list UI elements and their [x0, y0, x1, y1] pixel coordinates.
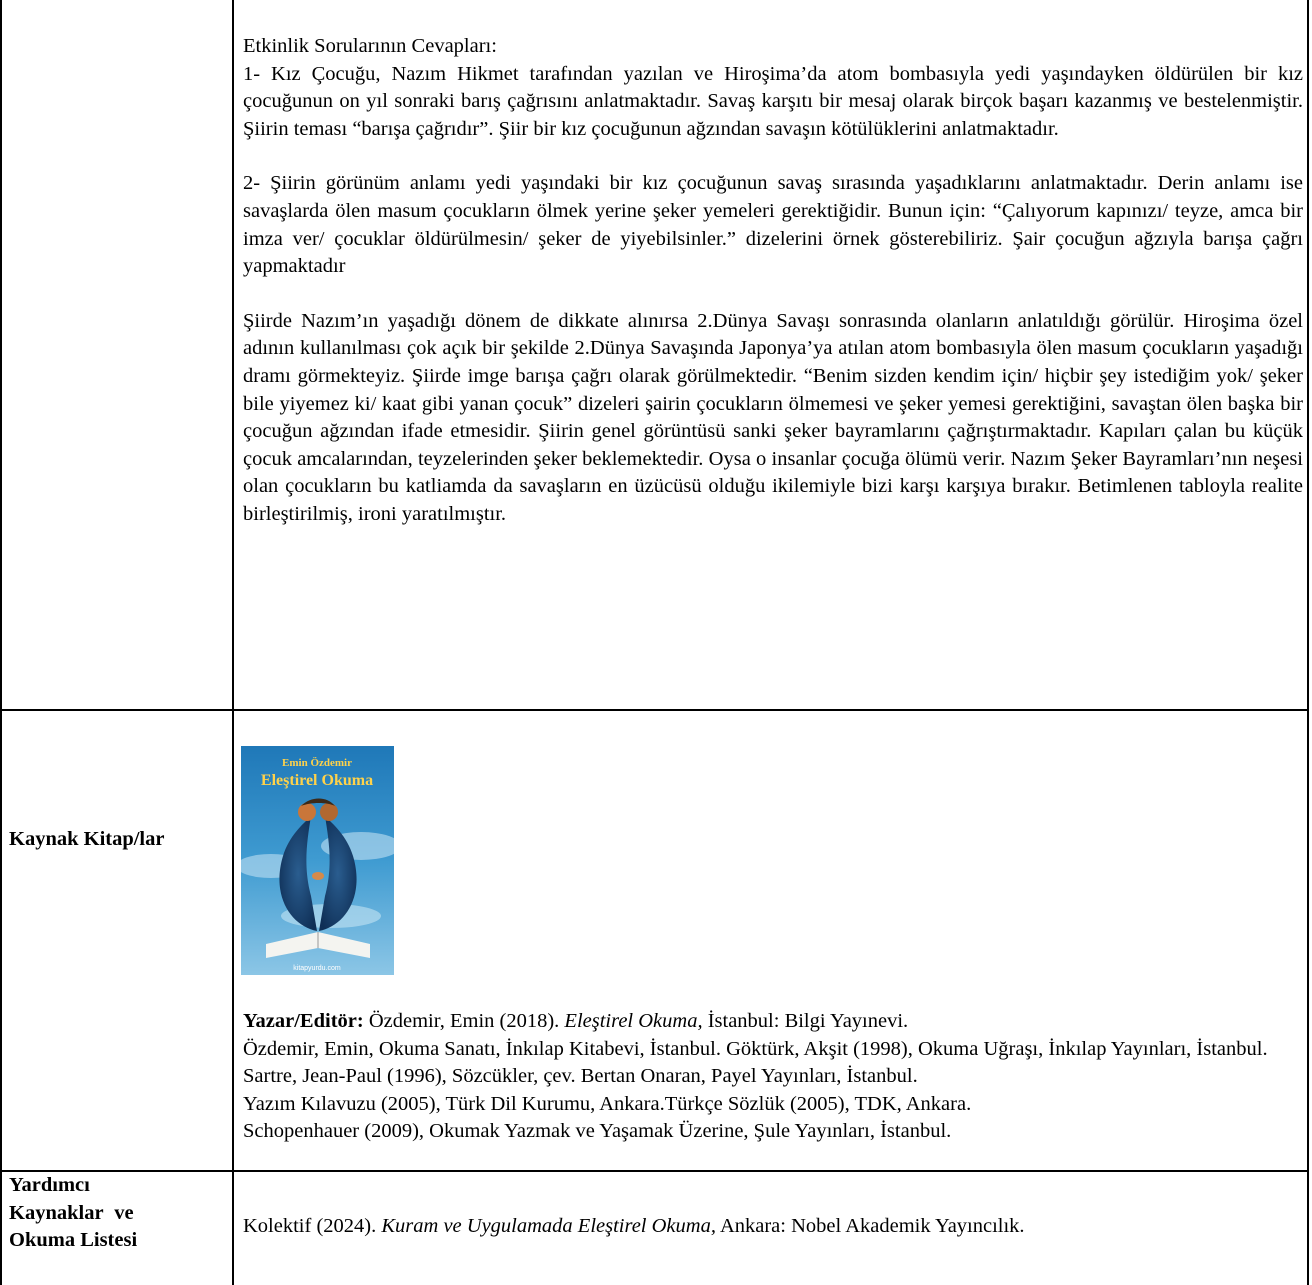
answer-paragraph-2: 2- Şiirin görünüm anlamı yedi yaşındaki bir kız çocuğunun savaş sırasında yaşadıklarını anlatmaktadır. Derin anlamı ise savaşlarda ölen masum çocukların ölmek yerine şeker yemeleri gerektiğidir. Bunun için: “Çalıyorum kapınızı/ teyze, amca bir imza ver/ çocuklar öldürülmesin/ şeker de yiyebilsinler.” dizelerini örnek gösterebiliriz. Şair çocuğun ağzıyla barışa çağrı yapmaktadır [243, 172, 1303, 278]
reference-primary-title: Eleştirel Okuma, [564, 1010, 703, 1032]
auxiliary-ref-title: Kuram ve Uygulamada Eleştirel Okuma, [381, 1215, 716, 1237]
table-column-divider [232, 0, 234, 1285]
answers-heading: Etkinlik Sorularının Cevapları: [243, 35, 497, 57]
reference-item: Özdemir, Emin, Okuma Sanatı, İnkılap Kitabevi, İstanbul. Göktürk, Akşit (1998), Okuma Uğraşı, İnkılap Yayınları, İstanbul. [243, 1037, 1268, 1060]
auxiliary-label-line-2: Kaynaklar ve [9, 1201, 134, 1224]
answers-cell [243, 33, 1303, 529]
reference-item: Sartre, Jean-Paul (1996), Sözcükler, çev. Bertan Onaran, Payel Yayınları, İstanbul. [243, 1065, 918, 1088]
source-books-label: Kaynak Kitap/lar [9, 828, 165, 850]
reference-primary [243, 1008, 1303, 1036]
answer-paragraph-3: Şiirde Nazım’ın yaşadığı dönem de dikkate alınırsa 2.Dünya Savaşı sonrasında olanların anlatıldığı görülür. Hiroşima özel adının kullanılması çok açık bir şekilde 2.Dünya Savaşında Japonya’ya atılan atom bombasıyla ölen masum çocukların yaşadığı dramı görmekteyiz. Şiirde imge barışa çağrı olarak görülmektedir. “Benim sizden kendim için/ hiçbir şey istediğim yok/ şeker bile yiyemez ki/ kaat gibi yanan çocuk” dizeleri şairin çocukların ölmemesi ve şeker yemesi gerektiğini, savaştan ölen başka bir çocuğun ağzından ifade etmesidir. Şiirin genel görüntüsü sanki şeker bayramlarını çağrıştırmaktadır. Kapıları çalan bu küçük çocuk amcalarından, teyzelerinden şeker beklemektedir. Oysa o insanlar çocuğa ölümü verir. Nazım Şeker Bayramları’nın neşesi olan çocukların bu katliamda da savaşların en üzücüsü olduğu ikilemiyle bizi karşı karşıya bırakır. Betimlenen tabloyla realite birleştirilmiş, ironi yaratılmıştır. [243, 309, 1303, 525]
row-divider-1 [0, 709, 1309, 711]
source-books-cell [243, 1008, 1303, 1146]
book-cover-author-text: Emin Özdemir [282, 757, 352, 769]
book-cover-image [241, 746, 394, 975]
table-border-right [1307, 0, 1309, 1285]
reference-item: Yazım Kılavuzu (2005), Türk Dil Kurumu, Ankara.Türkçe Sözlük (2005), TDK, Ankara. [243, 1092, 972, 1115]
row-divider-2 [0, 1170, 1309, 1172]
auxiliary-ref-publisher: Ankara: Nobel Akademik Yayıncılık. [715, 1215, 1025, 1237]
reference-item: Schopenhauer (2009), Okumak Yazmak ve Yaşamak Üzerine, Şule Yayınları, İstanbul. [243, 1120, 952, 1143]
auxiliary-label-line-1: Yardımcı [9, 1174, 90, 1196]
answer-paragraph-1: 1- Kız Çocuğu, Nazım Hikmet tarafından yazılan ve Hiroşima’da atom bombasıyla yedi yaşındayken öldürülen bir kız çocuğunun on yıl sonraki barış çağrısını anlatmaktadır. Savaş karşıtı bir mesaj olarak birçok başarı kazanmış ve bestelenmiştir. Şiirin teması “barışa çağrıdır”. Şiir bir kız çocuğunun ağzından savaşın kötülüklerini anlatmaktadır. [243, 62, 1303, 140]
author-editor-label: Yazar/Editör: [243, 1010, 364, 1032]
reference-primary-author: Özdemir, Emin (2018). [363, 1010, 565, 1032]
book-cover-title-text: Eleştirel Okuma [260, 772, 374, 789]
table-border-left [0, 0, 2, 1285]
reference-primary-publisher: İstanbul: Bilgi Yayınevi. [702, 1010, 909, 1032]
book-cover-footer-text: kitapyurdu.com [293, 965, 341, 972]
auxiliary-sources-label [9, 1172, 137, 1255]
auxiliary-ref-author: Kolektif (2024). [243, 1215, 382, 1237]
auxiliary-label-line-3: Okuma Listesi [9, 1229, 138, 1252]
auxiliary-sources-cell [243, 1213, 1303, 1241]
